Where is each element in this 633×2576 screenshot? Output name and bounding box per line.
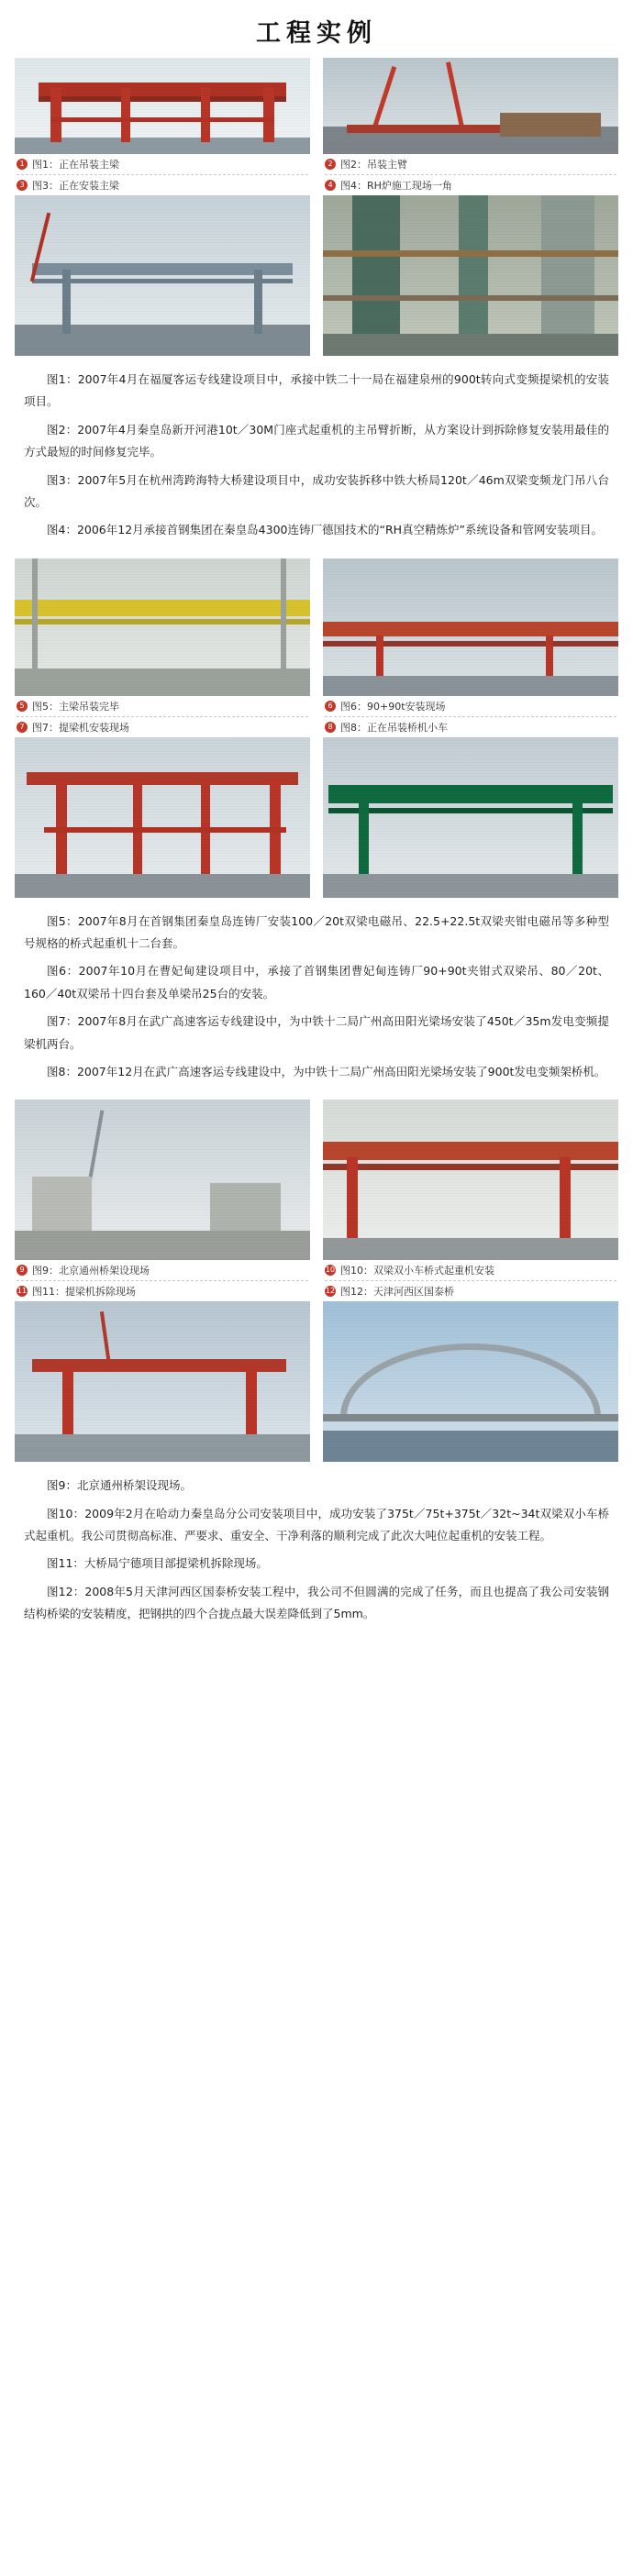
photo-cell-6: [316, 558, 618, 696]
paragraph: 图10：2009年2月在哈动力秦皇岛分公司安装项目中，成功安装了375t／75t+375t／32t~34t双梁双小车桥式起重机。我公司贯彻高标准、严要求、重安全、干净利落的顺利完成了此次大吨位起重机的安装工程。: [24, 1506, 609, 1542]
paragraph: 图2：2007年4月秦皇岛新开河港10t／30M门座式起重机的主吊臂折断，从方案设计到拆除修复安装用最佳的方式最短的时间修复完毕。: [24, 422, 609, 459]
caption-row-3: [15, 696, 618, 717]
photo-cell-11: [15, 1301, 316, 1462]
photo-cell-3: [15, 195, 316, 356]
photo-row-5: [15, 1100, 618, 1260]
photo-caption-9-text: 图9：北京通州桥架设现场: [32, 1265, 150, 1277]
caption-row-1: [15, 154, 618, 175]
photo-caption-2-text: 图2：吊装主臂: [340, 159, 407, 171]
photo-caption-1-text: 图1：正在吊装主梁: [32, 159, 119, 171]
photo-caption-7: [15, 717, 310, 737]
photo-caption-11: [15, 1281, 310, 1301]
photo-cell-1: [15, 58, 316, 154]
photo-caption-10: [323, 1260, 618, 1280]
photo-image-7: [15, 737, 310, 898]
caption-row-5: [15, 1260, 618, 1281]
photo-cell-4: [316, 195, 618, 356]
photo-image-3: [15, 195, 310, 356]
caption-bullet-icon: 9: [17, 1265, 28, 1276]
caption-bullet-icon: 6: [325, 701, 336, 712]
photo-caption-10-text: 图10：双梁双小车桥式起重机安装: [340, 1265, 494, 1277]
photo-image-12: [323, 1301, 618, 1462]
paragraph: 图6：2007年10月在曹妃甸建设项目中，承接了首钢集团曹妃甸连铸厂90+90t夹钳式双梁吊、80／20t、160／40t双梁吊十四台套及单梁吊25台的安装。: [24, 964, 609, 1001]
photo-image-1: [15, 58, 310, 154]
photo-caption-6: [323, 696, 618, 716]
photo-caption-9: [15, 1260, 310, 1280]
photo-caption-4: [323, 175, 618, 195]
caption-bullet-icon: 8: [325, 722, 336, 733]
photo-image-11: [15, 1301, 310, 1462]
paragraph: 图7：2007年8月在武广高速客运专线建设中，为中铁十二局广州高田阳光梁场安装了450t／35m发电变频提梁机两台。: [24, 1014, 609, 1051]
photo-cell-8: [316, 737, 618, 898]
photo-caption-3: [15, 175, 310, 195]
photo-cell-9: [15, 1100, 316, 1260]
page-title-wrap: [0, 0, 633, 58]
paragraph: 图5：2007年8月在首钢集团秦皇岛连铸厂安装100／20t双梁电磁吊、22.5+22.5t双梁夹钳电磁吊等多种型号规格的桥式起重机十二台套。: [24, 913, 609, 950]
photo-caption-5-text: 图5：主梁吊装完毕: [32, 700, 119, 713]
photo-cell-7: [15, 737, 316, 898]
text-block-3: [0, 1462, 633, 1642]
photo-row-4: [15, 737, 618, 898]
photo-caption-7-text: 图7：提梁机安装现场: [32, 721, 129, 734]
photo-block-1: [0, 58, 633, 356]
caption-bullet-icon: 3: [17, 180, 28, 191]
caption-bullet-icon: 4: [325, 180, 336, 191]
caption-row-4: [15, 717, 618, 737]
paragraph: 图11：大桥局宁德项目部提梁机拆除现场。: [47, 1556, 268, 1571]
caption-bullet-icon: 11: [17, 1287, 28, 1296]
photo-caption-5: [15, 696, 310, 716]
photo-row-3: [15, 558, 618, 696]
photo-caption-1: [15, 154, 310, 174]
photo-image-8: [323, 737, 618, 898]
photo-image-5: [15, 558, 310, 696]
photo-row-2: [15, 195, 618, 356]
caption-bullet-icon: 10: [325, 1266, 336, 1275]
photo-caption-2: [323, 154, 618, 174]
text-block-2: [0, 898, 633, 1100]
photo-image-2: [323, 58, 618, 154]
photo-caption-12-text: 图12：天津河西区国泰桥: [340, 1286, 454, 1299]
caption-bullet-icon: 5: [17, 701, 28, 712]
photo-caption-4-text: 图4：RH炉施工现场一角: [340, 180, 452, 192]
photo-caption-11-text: 图11：提梁机拆除现场: [32, 1286, 136, 1299]
paragraph: 图1：2007年4月在福厦客运专线建设项目中，承接中铁二十一局在福建泉州的900t转向式变频提梁机的安装项目。: [24, 372, 609, 409]
photo-caption-12: [323, 1281, 618, 1301]
paragraph: 图8：2007年12月在武广高速客运专线建设中，为中铁十二局广州高田阳光梁场安装了900t发电变频架桥机。: [47, 1064, 606, 1078]
photo-image-9: [15, 1100, 310, 1260]
caption-bullet-icon: 7: [17, 722, 28, 733]
photo-cell-5: [15, 558, 316, 696]
paragraph: 图12：2008年5月天津河西区国泰桥安装工程中，我公司不但圆满的完成了任务，而且也提高了我公司安装钢结构桥梁的安装精度，把钢拱的四个合拢点最大误差降低到了5mm。: [24, 1584, 609, 1621]
photo-caption-6-text: 图6：90+90t安装现场: [340, 700, 446, 713]
photo-block-2: [0, 558, 633, 898]
photo-caption-3-text: 图3：正在安装主梁: [32, 180, 119, 192]
page-title: 工程实例: [256, 19, 377, 48]
text-block-1: [0, 356, 633, 558]
paragraph: 图9：北京通州桥架设现场。: [47, 1478, 192, 1493]
photo-image-10: [323, 1100, 618, 1260]
caption-row-2: [15, 175, 618, 195]
caption-bullet-icon: 12: [325, 1287, 336, 1296]
photo-image-6: [323, 558, 618, 696]
caption-row-6: [15, 1281, 618, 1301]
photo-row-1: [15, 58, 618, 154]
photo-image-4: [323, 195, 618, 356]
paragraph: 图3：2007年5月在杭州湾跨海特大桥建设项目中，成功安装拆移中铁大桥局120t／46m双梁变频龙门吊八台次。: [24, 472, 609, 509]
photo-block-3: [0, 1100, 633, 1462]
paragraph: 图4：2006年12月承接首钢集团在秦皇岛4300连铸厂德国技术的“RH真空精炼炉”系统设备和管网安装项目。: [47, 523, 604, 537]
caption-bullet-icon: 2: [325, 159, 336, 170]
caption-bullet-icon: 1: [17, 159, 28, 170]
photo-cell-10: [316, 1100, 618, 1260]
photo-row-6: [15, 1301, 618, 1462]
photo-caption-8-text: 图8：正在吊装桥机小车: [340, 721, 448, 734]
photo-cell-2: [316, 58, 618, 154]
photo-caption-8: [323, 717, 618, 737]
photo-cell-12: [316, 1301, 618, 1462]
